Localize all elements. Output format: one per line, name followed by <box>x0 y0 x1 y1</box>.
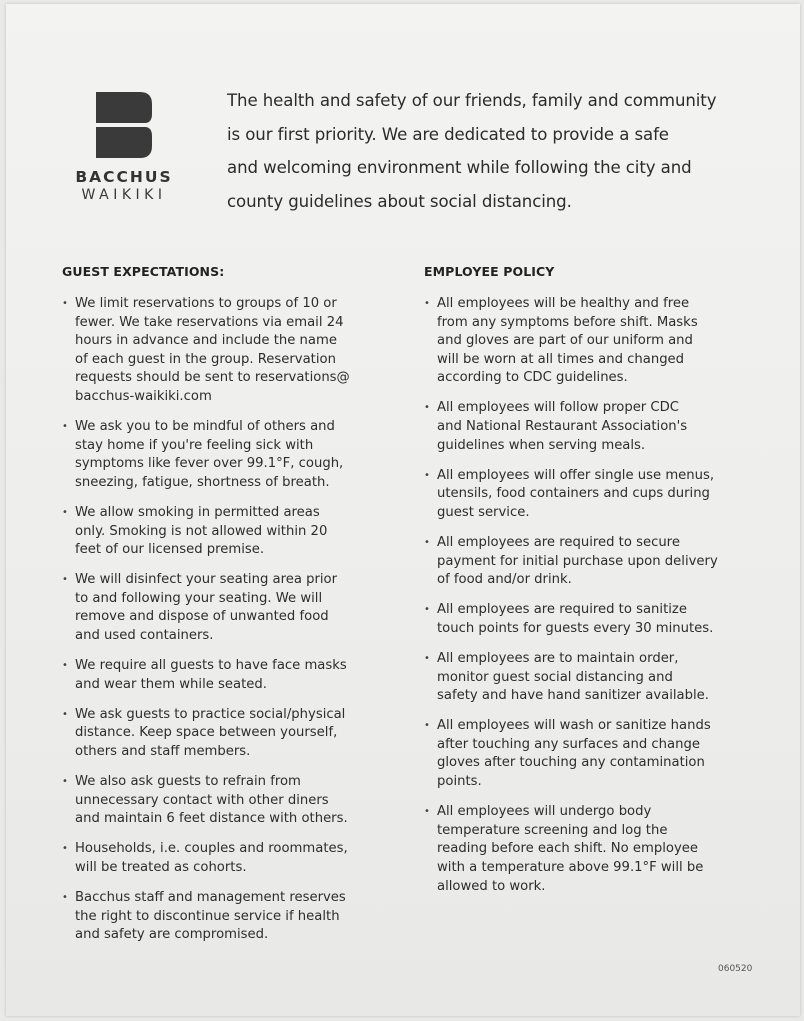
brand-location: WAIKIKI <box>81 187 167 203</box>
list-item: • We limit reservations to groups of 10 or fewer. We take reservations via email 24 hours in advance and include the name of each guest in the group. Reservation requests should be sent to reservations@ bacchus-waikiki.com <box>62 295 392 407</box>
document-code: 060520 <box>718 964 753 974</box>
list-item: • All employees will be healthy and free from any symptoms before shift. Masks and gloves are part of our uniform and will be worn at all times and changed according to CDC guidelines. <box>424 295 759 388</box>
list-item: • Bacchus staff and management reserves the right to discontinue service if health and safety are compromised. <box>62 889 392 945</box>
list-item: • All employees will offer single use menus, utensils, food containers and cups during guest service. <box>424 467 759 523</box>
bacchus-b-logo-icon <box>94 92 154 158</box>
intro-line: and welcoming environment while following the city and <box>227 158 692 177</box>
intro-line: county guidelines about social distancing. <box>227 191 572 211</box>
list-item: • We allow smoking in permitted areas only. Smoking is not allowed within 20 feet of our licensed premise. <box>62 504 392 560</box>
list-item: • All employees will wash or sanitize hands after touching any surfaces and change gloves after touching any contamination points. <box>424 717 759 791</box>
document-page <box>6 4 800 1016</box>
list-item: • All employees are to maintain order, monitor guest social distancing and safety and have hand sanitizer available. <box>424 650 759 706</box>
list-item: • We require all guests to have face masks and wear them while seated. <box>62 657 392 694</box>
guest-expectations-heading: GUEST EXPECTATIONS: <box>62 264 225 279</box>
employee-policy-heading: EMPLOYEE POLICY <box>424 264 555 279</box>
list-item: • We ask guests to practice social/physical distance. Keep space between yourself, others and staff members. <box>62 706 392 762</box>
intro-line: The health and safety of our friends, family and community <box>227 91 717 110</box>
list-item: • All employees will follow proper CDC and National Restaurant Association's guidelines when serving meals. <box>424 399 759 455</box>
list-item: • All employees are required to sanitize touch points for guests every 30 minutes. <box>424 601 759 638</box>
bacchus-logo <box>62 92 186 204</box>
brand-name: BACCHUS <box>75 168 173 186</box>
intro-line: is our first priority. We are dedicated to provide a safe <box>227 124 669 144</box>
guest-expectations-list <box>62 295 392 945</box>
list-item: • We ask you to be mindful of others and stay home if you're feeling sick with symptoms like fever over 99.1°F, cough, sneezing, fatigue, shortness of breath. <box>62 418 392 492</box>
intro-statement <box>227 84 772 218</box>
list-item: • All employees will undergo body temperature screening and log the reading before each shift. No employee with a temperature above 99.1°F will be allowed to work. <box>424 803 759 896</box>
list-item: • Households, i.e. couples and roommates, will be treated as cohorts. <box>62 840 392 877</box>
employee-policy-list <box>424 295 759 896</box>
employee-policy-section <box>424 264 759 908</box>
guest-expectations-section <box>62 264 392 956</box>
list-item: • We will disinfect your seating area prior to and following your seating. We will remove and dispose of unwanted food and used containers. <box>62 571 392 645</box>
list-item: • We also ask guests to refrain from unnecessary contact with other diners and maintain 6 feet distance with others. <box>62 773 392 829</box>
list-item: • All employees are required to secure payment for initial purchase upon delivery of food and/or drink. <box>424 534 759 590</box>
